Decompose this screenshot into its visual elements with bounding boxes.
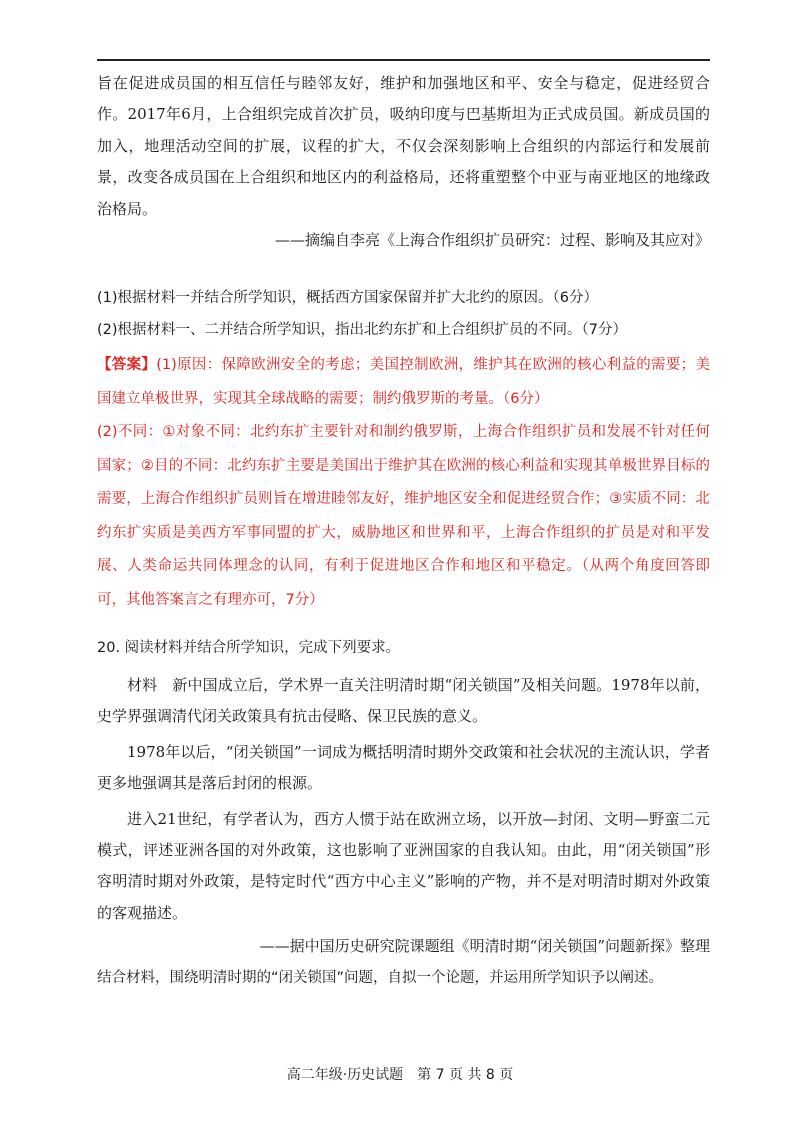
answer-block bbox=[97, 349, 710, 617]
material-two bbox=[97, 68, 710, 256]
question-20-material-p3: 进入21世纪，有学者认为，西方人惯于站在欧洲立场，以开放—封闭、文明—野蛮二元模式，评述亚洲各国的对外政策，这也影响了亚洲国家的自我认知。由此，用“闭关锁国”形容明清时期对外政策，是特定时代“西方中心主义”影响的产物，并不是对明清时期对外政策的客观描述。 bbox=[97, 809, 710, 922]
answer-part-1-text: (1)原因：保障欧洲安全的考虑；美国控制欧洲，维护其在欧洲的核心利益的需要；美国建立单极世界，实现其全球战略的需要；制约俄罗斯的考量。（6分） bbox=[97, 357, 710, 407]
questions bbox=[97, 282, 710, 346]
question-20-heading: 20. 阅读材料并结合所学知识，完成下列要求。 bbox=[97, 640, 401, 656]
question-20 bbox=[97, 632, 710, 994]
question-20-material-p1: 材料 新中国成立后，学术界一直关注明清时期“闭关锁国”及相关问题。1978年以前，史学界强调清代闭关政策具有抗击侵略、保卫民族的意义。 bbox=[97, 676, 710, 726]
answer-part-1 bbox=[97, 349, 710, 416]
top-rule bbox=[97, 59, 710, 61]
question-1: (1)根据材料一并结合所学知识，概括西方国家保留并扩大北约的原因。（6分） bbox=[97, 290, 599, 306]
page-footer: 高二年级·历史试题 第 7 页 共 8 页 bbox=[286, 1067, 514, 1083]
material-two-source: ——摘编自李亮《上海合作组织扩员研究：过程、影响及其应对》 bbox=[274, 231, 710, 250]
answer-part-2: (2)不同：①对象不同：北约东扩主要针对和制约俄罗斯，上海合作组织扩员和发展不针对任何国家；②目的不同：北约东扩主要是美国出于维护其在欧洲的核心利益和实现其单极世界目标的需要，上海合作组织扩员则旨在增进睦邻友好，维护地区安全和促进经贸合作；③实质不同：北约东扩实质是美西方军事同盟的扩大，威胁地区和世界和平，上海合作组织的扩员是对和平发展、人类命运共同体理念的认同，有利于促进地区合作和地区和平稳定。（从两个角度回答即可，其他答案言之有理亦可，7分） bbox=[97, 424, 710, 608]
material-two-paragraph: 旨在促进成员国的相互信任与睦邻友好，维护和加强地区和平、安全与稳定，促进经贸合作。2017年6月，上合组织完成首次扩员，吸纳印度与巴基斯坦为正式成员国。新成员国的加入，地理活动空间的扩展，议程的扩大，不仅会深刻影响上合组织的内部运行和发展前景，改变各成员国在上合组织和地区内的利益格局，还将重塑整个中亚与南亚地区的地缘政治格局。 bbox=[97, 74, 710, 218]
question-2: (2)根据材料一、二并结合所学知识，指出北约东扩和上合组织扩员的不同。（7分） bbox=[97, 322, 628, 338]
question-20-source: ——据中国历史研究院课题组《明清时期“闭关锁国”问题新探》整理 bbox=[259, 937, 710, 956]
question-20-material-p2: 1978年以后，“闭关锁国”一词成为概括明清时期外交政策和社会状况的主流认识，学者更多地强调其是落后封闭的根源。 bbox=[97, 742, 710, 793]
answer-tag: 【答案】 bbox=[97, 357, 157, 373]
question-20-task: 结合材料，围绕明清时期的“闭关锁国”问题，自拟一个论题，并运用所学知识予以阐述。 bbox=[97, 970, 664, 987]
